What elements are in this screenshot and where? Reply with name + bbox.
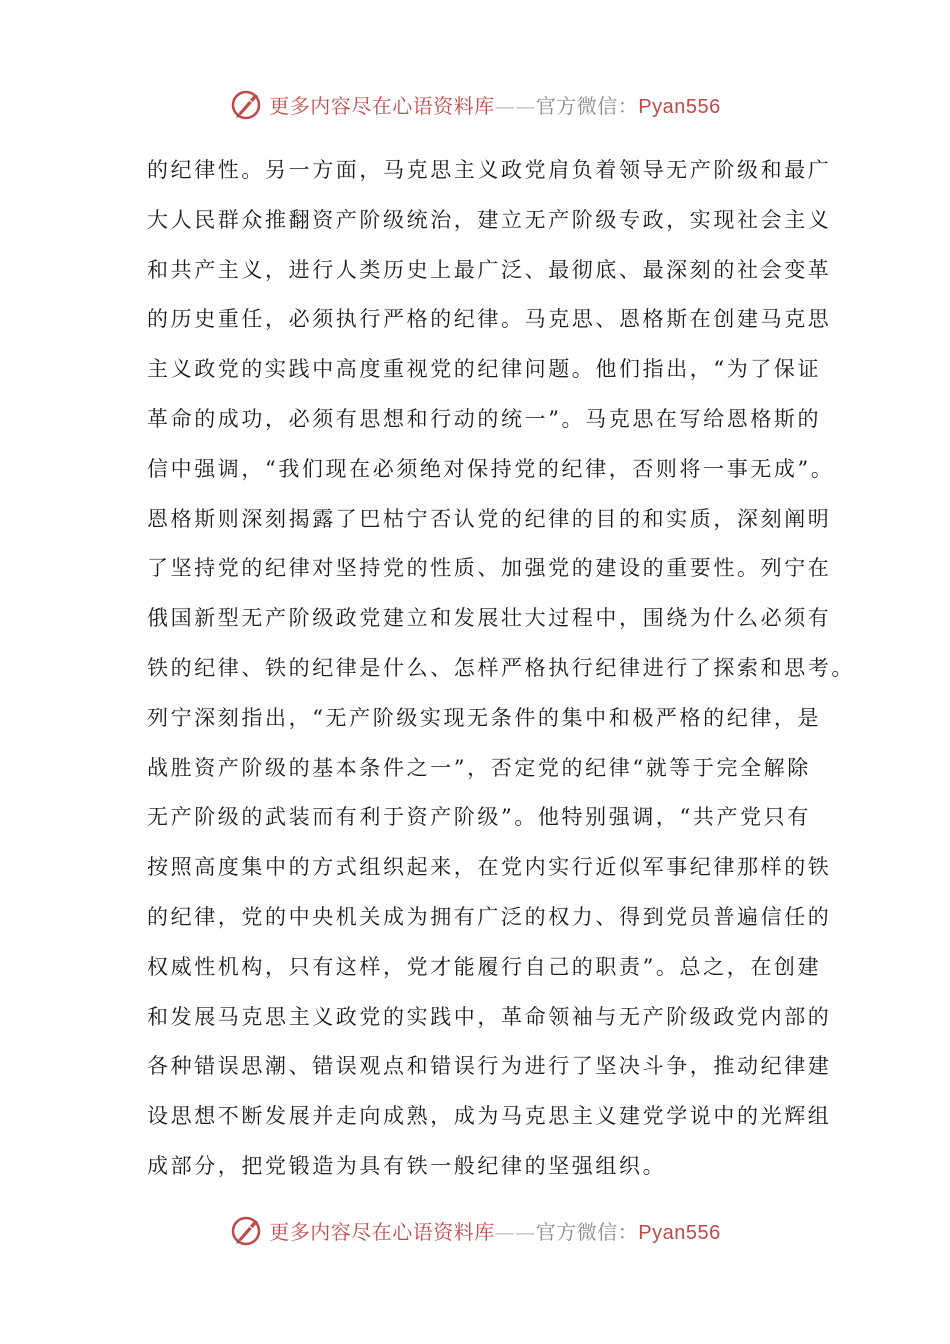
header-site-text: 更多内容尽在心语资料库 xyxy=(269,93,495,118)
body-line: 主义政党的实践中高度重视党的纪律问题。他们指出，“为了保证 xyxy=(147,357,822,382)
header-banner-text xyxy=(269,90,720,119)
body-line: 革命的成功，必须有思想和行动的统一”。马克思在写给恩格斯的 xyxy=(147,406,822,431)
footer-banner-text xyxy=(269,1216,720,1245)
footer-wechat-label: 官方微信： xyxy=(535,1219,639,1244)
body-line: 战胜资产阶级的基本条件之一”，否定党的纪律“就等于完全解除 xyxy=(147,755,811,780)
footer-banner xyxy=(0,1210,950,1250)
body-line: 的历史重任，必须执行严格的纪律。马克思、恩格斯在创建马克思 xyxy=(147,307,832,332)
body-line: 设思想不断发展并走向成熟，成为马克思主义建党学说中的光辉组 xyxy=(147,1104,832,1129)
body-line: 按照高度集中的方式组织起来，在党内实行近似军事纪律那样的铁 xyxy=(147,855,832,880)
header-separator: —— xyxy=(494,93,536,118)
body-line: 各种错误思潮、错误观点和错误行为进行了坚决斗争，推动纪律建 xyxy=(147,1054,832,1079)
header-banner xyxy=(0,84,950,124)
body-line: 列宁深刻指出，“无产阶级实现无条件的集中和极严格的纪律，是 xyxy=(147,705,822,730)
body-line: 和共产主义，进行人类历史上最广泛、最彻底、最深刻的社会变革 xyxy=(147,257,832,282)
body-line: 俄国新型无产阶级政党建立和发展壮大过程中，围绕为什么必须有 xyxy=(147,606,832,631)
header-banner-content xyxy=(229,87,720,121)
header-wechat-id: Pyan556 xyxy=(638,95,721,118)
body-line: 成部分，把党锻造为具有铁一般纪律的坚强组织。 xyxy=(147,1153,667,1178)
footer-wechat-id: Pyan556 xyxy=(638,1221,721,1244)
body-line: 了坚持党的纪律对坚持党的性质、加强党的建设的重要性。列宁在 xyxy=(147,556,832,581)
document-body xyxy=(147,146,855,1192)
quill-pen-logo-icon xyxy=(229,87,263,121)
quill-pen-logo-icon xyxy=(229,1213,263,1247)
body-line: 的纪律性。另一方面，马克思主义政党肩负着领导无产阶级和最广 xyxy=(147,158,832,182)
body-line: 信中强调，“我们现在必须绝对保持党的纪律，否则将一事无成”。 xyxy=(147,456,835,481)
header-wechat-label: 官方微信： xyxy=(535,93,639,118)
body-line: 无产阶级的武装而有利于资产阶级”。他特别强调，“共产党只有 xyxy=(147,805,811,830)
body-line: 恩格斯则深刻揭露了巴枯宁否认党的纪律的目的和实质，深刻阐明 xyxy=(147,506,832,531)
footer-site-text: 更多内容尽在心语资料库 xyxy=(269,1219,495,1244)
body-line: 权威性机构，只有这样，党才能履行自己的职责”。总之，在创建 xyxy=(147,954,822,979)
footer-banner-content xyxy=(229,1213,720,1247)
body-line: 铁的纪律、铁的纪律是什么、怎样严格执行纪律进行了探索和思考。 xyxy=(147,655,855,680)
body-line: 大人民群众推翻资产阶级统治，建立无产阶级专政，实现社会主义 xyxy=(147,207,832,232)
footer-separator: —— xyxy=(494,1219,536,1244)
body-line: 的纪律，党的中央机关成为拥有广泛的权力、得到党员普遍信任的 xyxy=(147,904,832,929)
body-line: 和发展马克思主义政党的实践中，革命领袖与无产阶级政党内部的 xyxy=(147,1004,832,1029)
